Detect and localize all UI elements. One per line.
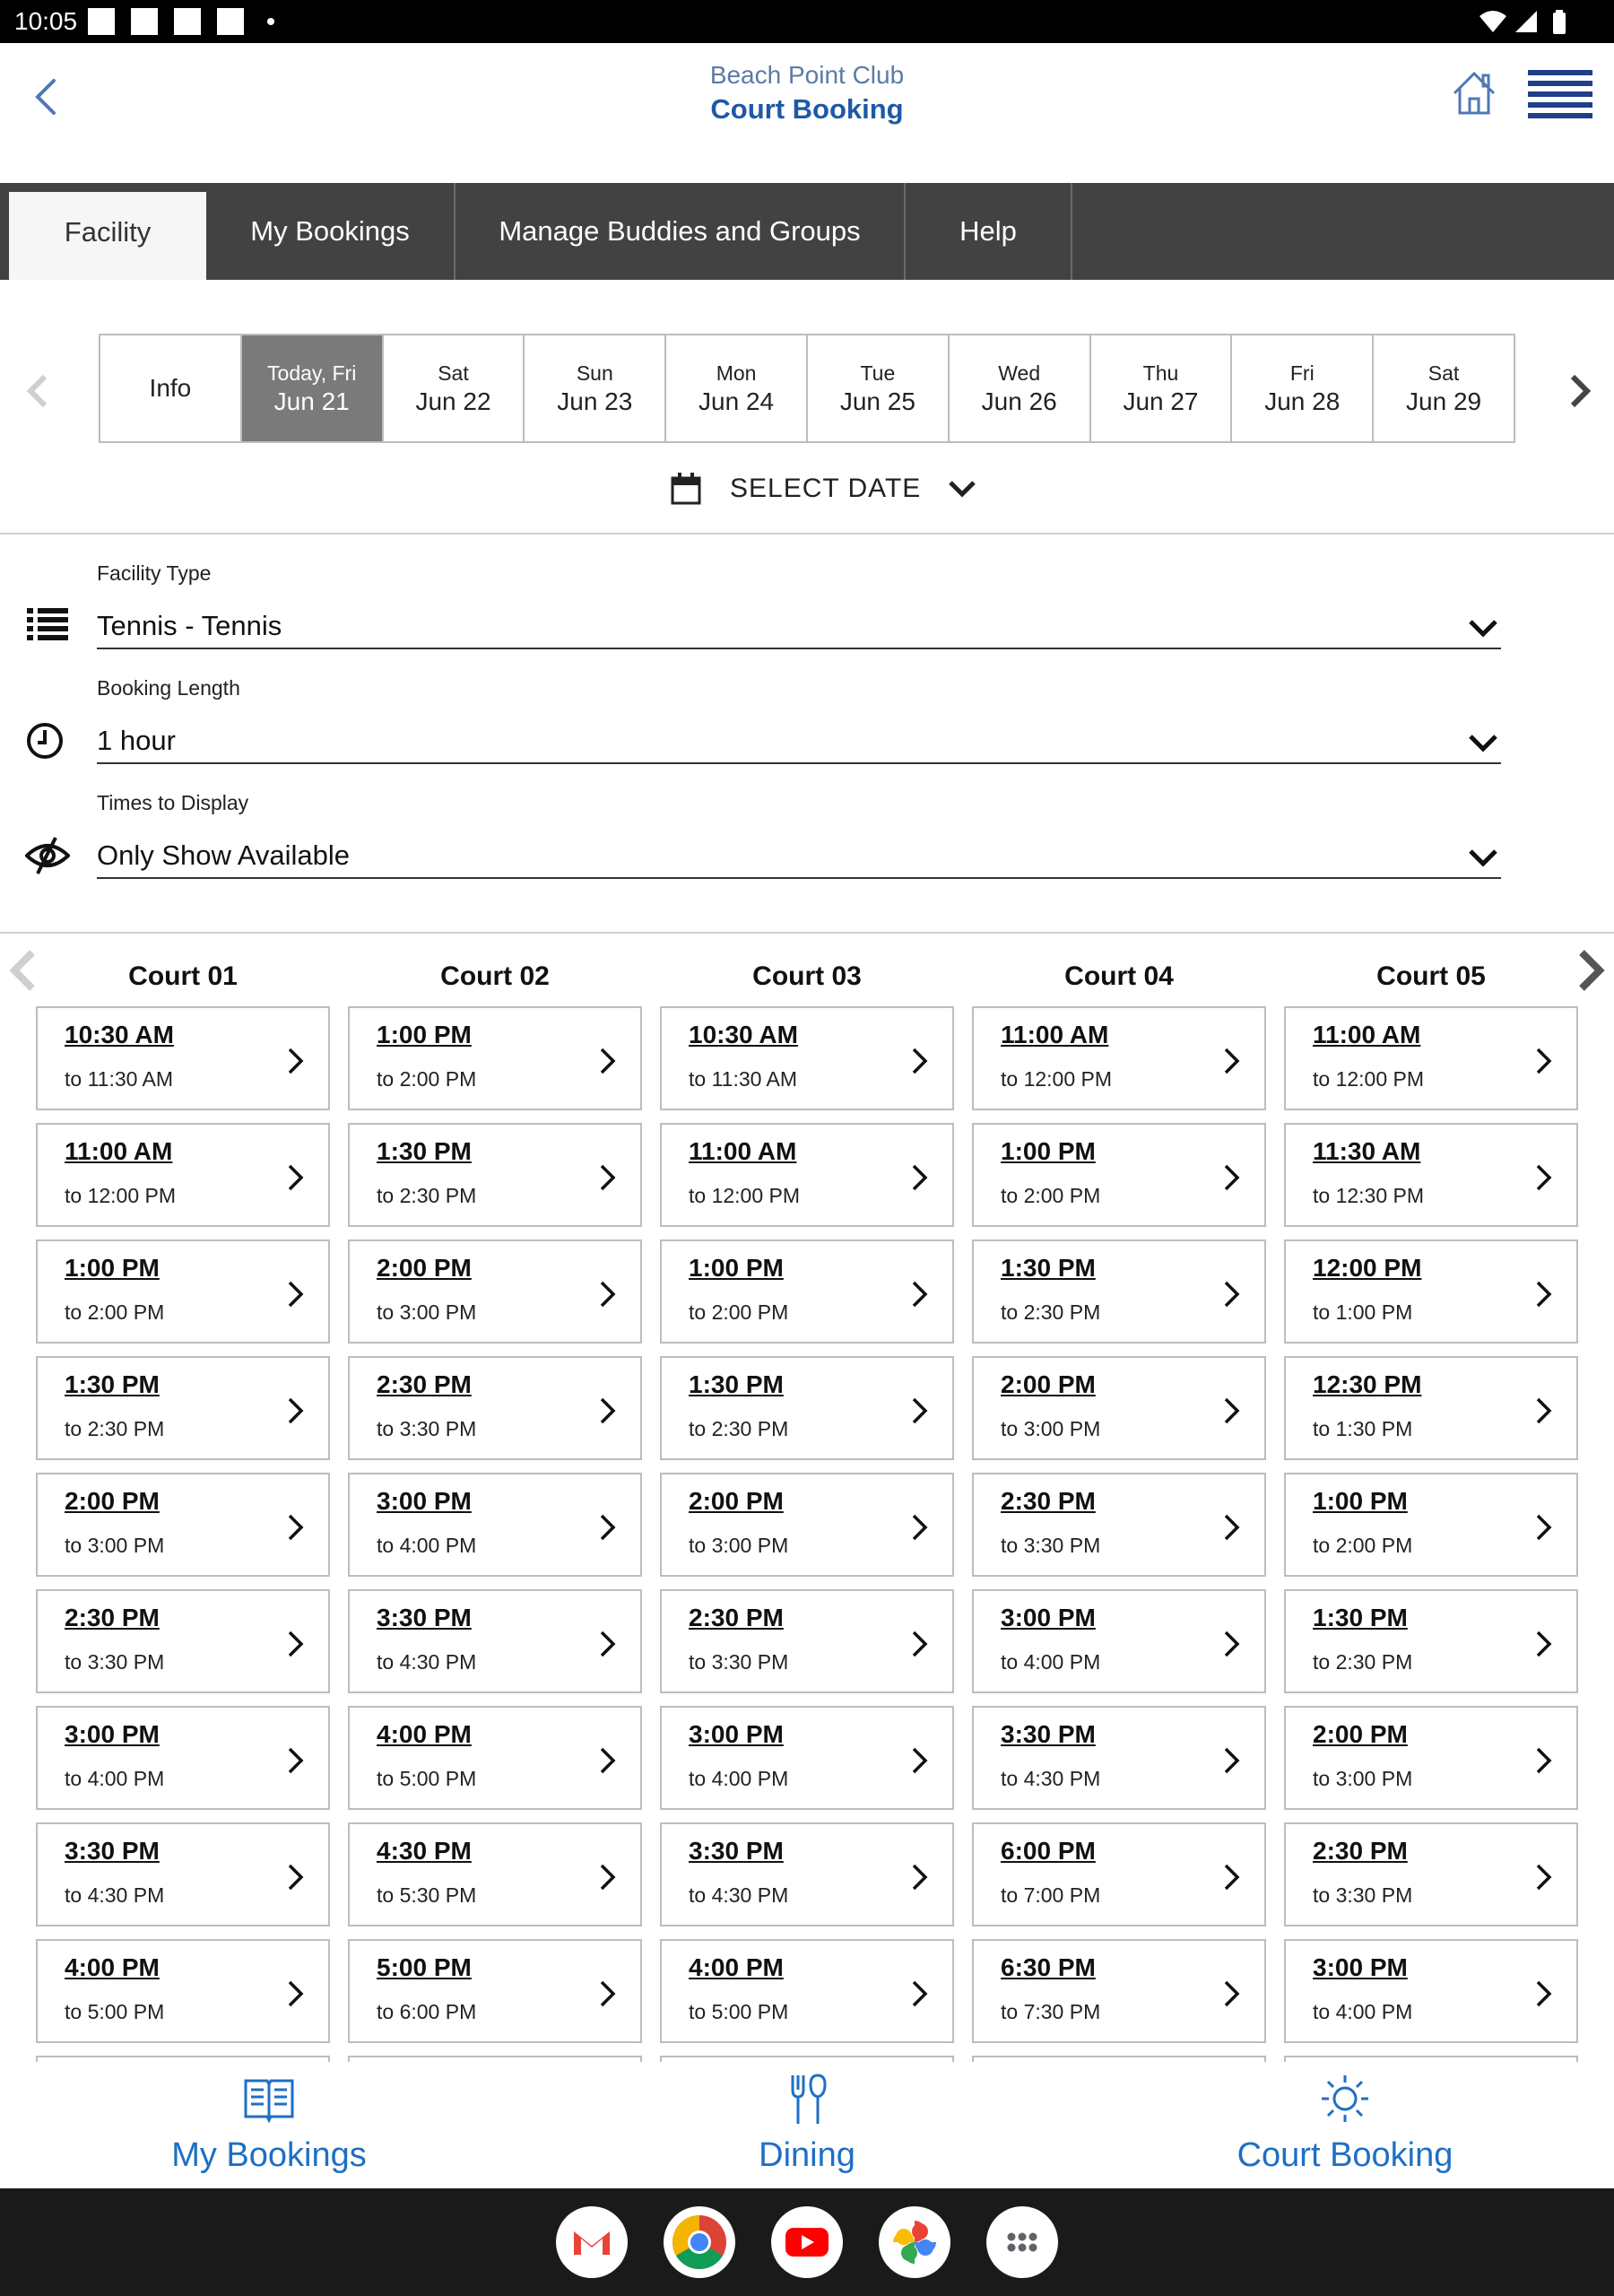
court-header: Court 03 — [752, 961, 862, 991]
slot-end-time: to 7:30 PM — [1001, 2000, 1101, 2023]
date-day: Jun 28 — [1264, 387, 1341, 415]
slot-end-time: to 2:30 PM — [1313, 1650, 1413, 1674]
chevron-right-icon — [285, 1512, 307, 1543]
chevron-right-icon — [1533, 1046, 1555, 1076]
gmail-icon[interactable] — [556, 2206, 628, 2278]
slot-end-time: to 1:30 PM — [1313, 1417, 1413, 1440]
date-dow: Tue — [860, 361, 896, 385]
slot-start-time: 6:00 PM — [1001, 1837, 1096, 1865]
chevron-right-icon — [597, 1162, 619, 1193]
time-slot[interactable] — [36, 2056, 330, 2062]
slot-start-time: 5:00 PM — [377, 1953, 472, 1981]
chevron-right-icon — [1221, 1745, 1243, 1776]
time-slot[interactable] — [36, 1589, 330, 1693]
slot-start-time: 1:30 PM — [689, 1370, 784, 1398]
slot-end-time: to 2:00 PM — [377, 1067, 477, 1091]
chevron-right-icon — [909, 1862, 931, 1892]
slot-start-time: 10:30 AM — [689, 1021, 798, 1048]
slot-start-time: 1:00 PM — [1313, 1487, 1408, 1515]
slot-end-time: to 11:30 AM — [65, 1067, 174, 1091]
slot-end-time: to 4:00 PM — [1001, 1650, 1101, 1674]
slot-end-time: to 5:00 PM — [65, 2000, 165, 2023]
slot-end-time: to 12:00 PM — [1313, 1067, 1425, 1091]
time-slot[interactable] — [36, 1123, 330, 1227]
chevron-right-icon — [597, 1745, 619, 1776]
date-day: Jun 21 — [273, 387, 350, 415]
date-day: Jun 25 — [839, 387, 915, 415]
time-slot[interactable] — [36, 1706, 330, 1810]
chevron-right-icon — [1533, 1162, 1555, 1193]
time-slot[interactable] — [348, 1822, 642, 1926]
date-dow: Today, Fri — [267, 361, 357, 385]
facility-type-select[interactable] — [97, 604, 1501, 649]
chevron-down-icon — [1467, 847, 1499, 868]
slot-end-time: to 3:30 PM — [689, 1650, 789, 1674]
time-slot[interactable] — [348, 1239, 642, 1344]
time-slot[interactable] — [36, 1239, 330, 1344]
time-slot[interactable] — [1284, 1589, 1578, 1693]
chevron-right-icon — [1221, 1396, 1243, 1426]
slot-start-time: 3:00 PM — [1001, 1604, 1096, 1631]
slot-start-time: 2:00 PM — [377, 1254, 472, 1282]
date-cell[interactable] — [1232, 335, 1374, 441]
facility-type-value: Tennis - Tennis — [97, 610, 282, 641]
slot-start-time: 1:00 PM — [1001, 1137, 1096, 1165]
home-icon[interactable] — [1447, 66, 1501, 120]
slot-start-time: 1:30 PM — [1001, 1254, 1096, 1282]
time-slot[interactable] — [972, 1006, 1266, 1110]
date-dow: Sat — [1427, 361, 1460, 385]
date-dow: Thu — [1142, 361, 1179, 385]
chevron-right-icon — [597, 1979, 619, 2009]
youtube-icon[interactable] — [771, 2206, 843, 2278]
slot-start-time: 2:30 PM — [1001, 1487, 1096, 1515]
slot-end-time: to 4:30 PM — [377, 1650, 477, 1674]
slot-start-time: 2:00 PM — [1313, 1720, 1408, 1748]
time-slot[interactable] — [972, 2056, 1266, 2062]
slot-end-time: to 2:30 PM — [377, 1184, 477, 1207]
slot-end-time: to 1:00 PM — [1313, 1300, 1413, 1324]
slot-end-time: to 3:30 PM — [377, 1417, 477, 1440]
date-dow: Sat — [438, 361, 469, 385]
time-slot[interactable] — [36, 1006, 330, 1110]
slot-end-time: to 5:00 PM — [377, 1767, 477, 1790]
clock-icon — [25, 719, 70, 764]
list-icon — [25, 603, 70, 648]
slot-start-time: 3:00 PM — [65, 1720, 160, 1748]
date-dow: Mon — [716, 361, 757, 385]
time-slot[interactable] — [1284, 1356, 1578, 1460]
chevron-right-icon — [285, 1745, 307, 1776]
slot-start-time: 3:00 PM — [689, 1720, 784, 1748]
chevron-right-icon — [285, 1162, 307, 1193]
chevron-right-icon — [1221, 1046, 1243, 1076]
time-slot[interactable] — [660, 1589, 954, 1693]
time-slot[interactable] — [660, 1356, 954, 1460]
chevron-right-icon — [597, 1046, 619, 1076]
slot-start-time: 10:30 AM — [65, 1021, 174, 1048]
chevron-right-icon — [909, 1745, 931, 1776]
slot-start-time: 1:30 PM — [377, 1137, 472, 1165]
facility-type-label: Facility Type — [97, 561, 212, 585]
date-day: Jun 24 — [699, 387, 775, 415]
time-slot[interactable] — [1284, 1239, 1578, 1344]
chevron-right-icon — [285, 1862, 307, 1892]
chevron-right-icon — [1221, 1512, 1243, 1543]
chevron-right-icon — [1221, 1162, 1243, 1193]
date-next-icon[interactable] — [1562, 366, 1598, 416]
slot-start-time: 1:00 PM — [377, 1021, 472, 1048]
slot-end-time: to 12:30 PM — [1313, 1184, 1425, 1207]
time-slot[interactable] — [348, 1356, 642, 1460]
slot-end-time: to 2:00 PM — [1001, 1184, 1101, 1207]
date-day: Jun 23 — [557, 387, 633, 415]
chevron-right-icon — [1533, 1862, 1555, 1892]
time-slot[interactable] — [660, 1706, 954, 1810]
chevron-right-icon — [1533, 1979, 1555, 2009]
court-column — [660, 954, 954, 2062]
slot-end-time: to 12:00 PM — [65, 1184, 177, 1207]
booking-length-select[interactable] — [97, 719, 1501, 764]
photos-icon[interactable] — [879, 2206, 950, 2278]
divider — [0, 533, 1614, 535]
time-slot[interactable] — [660, 2056, 954, 2062]
slot-end-time: to 12:00 PM — [689, 1184, 801, 1207]
slot-end-time: to 7:00 PM — [1001, 1883, 1101, 1907]
tab-facility[interactable]: Facility — [9, 192, 206, 280]
slot-start-time: 2:30 PM — [377, 1370, 472, 1398]
date-day: Jun 29 — [1406, 387, 1482, 415]
battery-icon — [1553, 13, 1566, 34]
time-slot[interactable] — [1284, 1473, 1578, 1577]
time-slot[interactable] — [972, 1356, 1266, 1460]
slot-start-time: 11:00 AM — [1313, 1021, 1421, 1048]
court-header: Court 01 — [128, 961, 238, 991]
slot-end-time: to 3:30 PM — [65, 1650, 165, 1674]
slot-start-time: 11:00 AM — [65, 1137, 173, 1165]
slot-end-time: to 3:30 PM — [1313, 1883, 1413, 1907]
slot-start-time: 3:00 PM — [377, 1487, 472, 1515]
court-header: Court 04 — [1064, 961, 1174, 991]
chevron-right-icon — [597, 1512, 619, 1543]
chevron-right-icon — [285, 1396, 307, 1426]
chevron-right-icon — [285, 1979, 307, 2009]
time-slot[interactable] — [972, 1822, 1266, 1926]
slot-start-time: 1:30 PM — [65, 1370, 160, 1398]
date-cell[interactable] — [808, 335, 950, 441]
time-slot[interactable] — [660, 1473, 954, 1577]
time-slot[interactable] — [1284, 1822, 1578, 1926]
slot-start-time: 2:00 PM — [689, 1487, 784, 1515]
fork-knife-icon — [780, 2072, 834, 2126]
date-cell[interactable] — [525, 335, 666, 441]
chevron-right-icon — [909, 1046, 931, 1076]
nav-dining[interactable] — [628, 2063, 986, 2188]
slot-end-time: to 3:00 PM — [65, 1534, 165, 1557]
slot-end-time: to 4:00 PM — [1313, 2000, 1413, 2023]
slot-start-time: 11:00 AM — [689, 1137, 797, 1165]
divider — [0, 932, 1614, 934]
system-dock — [0, 2188, 1614, 2296]
chevron-right-icon — [597, 1396, 619, 1426]
chevron-right-icon — [1533, 1396, 1555, 1426]
slot-end-time: to 2:30 PM — [1001, 1300, 1101, 1324]
slot-end-time: to 4:30 PM — [1001, 1767, 1101, 1790]
slot-start-time: 11:30 AM — [1313, 1137, 1421, 1165]
slot-start-time: 4:00 PM — [65, 1953, 160, 1981]
signal-icon — [1515, 11, 1537, 32]
slot-start-time: 2:30 PM — [65, 1604, 160, 1631]
bottom-navigation — [0, 2063, 1614, 2188]
select-date-label: SELECT DATE — [730, 474, 922, 503]
slot-start-time: 3:30 PM — [65, 1837, 160, 1865]
slot-end-time: to 2:00 PM — [1313, 1534, 1413, 1557]
slot-end-time: to 4:00 PM — [65, 1767, 165, 1790]
slot-end-time: to 5:30 PM — [377, 1883, 477, 1907]
time-slot[interactable] — [660, 1123, 954, 1227]
chevron-down-icon — [1467, 732, 1499, 753]
times-to-display-label: Times to Display — [97, 791, 249, 814]
slot-start-time: 3:30 PM — [689, 1837, 784, 1865]
court-header: Court 02 — [440, 961, 550, 991]
time-slot[interactable] — [36, 1822, 330, 1926]
date-day: Jun 27 — [1123, 387, 1199, 415]
slot-end-time: to 4:30 PM — [689, 1883, 789, 1907]
slot-end-time: to 2:00 PM — [689, 1300, 789, 1324]
time-slot[interactable] — [972, 1706, 1266, 1810]
chevron-right-icon — [909, 1629, 931, 1659]
menu-icon[interactable] — [1528, 70, 1592, 120]
time-slot[interactable] — [36, 1356, 330, 1460]
court-header: Court 05 — [1376, 961, 1486, 991]
slot-start-time: 2:30 PM — [1313, 1837, 1408, 1865]
app-header — [0, 43, 1614, 183]
chevron-down-icon — [1467, 617, 1499, 639]
chevron-right-icon — [597, 1862, 619, 1892]
time-slot[interactable] — [972, 1939, 1266, 2043]
time-slot[interactable] — [1284, 1706, 1578, 1810]
date-cell-selected[interactable] — [242, 335, 384, 441]
slot-end-time: to 3:30 PM — [1001, 1534, 1101, 1557]
status-bar — [0, 0, 1614, 43]
chrome-icon[interactable] — [664, 2206, 735, 2278]
booking-length-label: Booking Length — [97, 676, 240, 700]
time-slot[interactable] — [348, 1473, 642, 1577]
slot-start-time: 4:00 PM — [689, 1953, 784, 1981]
date-day: Jun 26 — [981, 387, 1057, 415]
slot-start-time: 12:00 PM — [1313, 1254, 1422, 1282]
slot-start-time: 2:00 PM — [1001, 1370, 1096, 1398]
date-cell[interactable] — [1374, 335, 1514, 441]
time-slot[interactable] — [972, 1239, 1266, 1344]
time-slot[interactable] — [348, 1006, 642, 1110]
info-button[interactable]: Info — [100, 335, 242, 441]
date-prev-icon[interactable] — [20, 366, 56, 416]
chevron-right-icon — [285, 1629, 307, 1659]
time-slot[interactable] — [348, 1589, 642, 1693]
chevron-right-icon — [1533, 1512, 1555, 1543]
time-slot[interactable] — [348, 1123, 642, 1227]
slot-end-time: to 5:00 PM — [689, 2000, 789, 2023]
slot-end-time: to 11:30 AM — [689, 1067, 798, 1091]
date-cell[interactable] — [1091, 335, 1233, 441]
slot-start-time: 2:30 PM — [689, 1604, 784, 1631]
slot-start-time: 6:30 PM — [1001, 1953, 1096, 1981]
time-slot[interactable] — [1284, 1123, 1578, 1227]
chevron-right-icon — [1221, 1279, 1243, 1309]
date-strip — [99, 334, 1515, 443]
times-to-display-select[interactable] — [97, 834, 1501, 879]
slot-start-time: 2:00 PM — [65, 1487, 160, 1515]
slot-end-time: to 2:30 PM — [65, 1417, 165, 1440]
chevron-right-icon — [1533, 1745, 1555, 1776]
nav-label: Dining — [759, 2136, 855, 2174]
slot-end-time: to 3:00 PM — [1313, 1767, 1413, 1790]
time-slot[interactable] — [348, 1706, 642, 1810]
slot-end-time: to 4:30 PM — [65, 1883, 165, 1907]
system-status-icons — [1478, 9, 1576, 36]
time-slot[interactable] — [972, 1473, 1266, 1577]
notification-icon — [131, 8, 158, 35]
time-slot[interactable] — [660, 1822, 954, 1926]
chevron-down-icon — [948, 479, 976, 499]
slot-start-time: 4:30 PM — [377, 1837, 472, 1865]
tab-bar — [0, 183, 1614, 280]
notification-icon — [88, 8, 115, 35]
slot-start-time: 1:30 PM — [1313, 1604, 1408, 1631]
page-title: Court Booking — [710, 93, 904, 125]
date-cell[interactable] — [950, 335, 1091, 441]
more-notifications-icon — [267, 18, 274, 25]
chevron-right-icon — [1533, 1629, 1555, 1659]
date-dow: Sun — [576, 361, 613, 385]
slot-start-time: 3:30 PM — [1001, 1720, 1096, 1748]
slot-end-time: to 12:00 PM — [1001, 1067, 1113, 1091]
chevron-right-icon — [909, 1162, 931, 1193]
eye-off-icon — [25, 834, 70, 879]
wifi-icon — [1480, 11, 1506, 32]
date-cell[interactable] — [384, 335, 525, 441]
slot-end-time: to 3:00 PM — [377, 1300, 477, 1324]
chevron-right-icon — [909, 1512, 931, 1543]
tab-help[interactable]: Help — [906, 183, 1072, 280]
app-drawer-icon[interactable] — [986, 2206, 1058, 2278]
slot-start-time: 4:00 PM — [377, 1720, 472, 1748]
slot-start-time: 3:30 PM — [377, 1604, 472, 1631]
booking-length-value: 1 hour — [97, 725, 176, 756]
date-cell[interactable] — [666, 335, 808, 441]
notification-icon — [217, 8, 244, 35]
tab-my-bookings[interactable]: My Bookings — [206, 183, 456, 280]
book-icon — [242, 2072, 296, 2126]
time-slot[interactable] — [348, 1939, 642, 2043]
nav-my-bookings[interactable] — [90, 2063, 448, 2188]
slot-end-time: to 6:00 PM — [377, 2000, 477, 2023]
court-availability-grid — [36, 954, 1578, 2062]
sun-icon — [1318, 2072, 1372, 2126]
chevron-right-icon — [597, 1629, 619, 1659]
time-slot[interactable] — [660, 1239, 954, 1344]
time-slot[interactable] — [660, 1006, 954, 1110]
slot-end-time: to 2:00 PM — [65, 1300, 165, 1324]
calendar-icon — [671, 473, 701, 505]
slot-end-time: to 3:00 PM — [1001, 1417, 1101, 1440]
date-day: Jun 22 — [415, 387, 491, 415]
slot-start-time: 11:00 AM — [1001, 1021, 1109, 1048]
court-column — [972, 954, 1266, 2062]
time-slot[interactable] — [972, 1589, 1266, 1693]
select-date-button[interactable] — [671, 466, 976, 511]
court-column — [348, 954, 642, 2062]
tab-manage-buddies[interactable]: Manage Buddies and Groups — [456, 183, 906, 280]
slot-start-time: 1:00 PM — [689, 1254, 784, 1282]
time-slot[interactable] — [1284, 1939, 1578, 2043]
slot-start-time: 12:30 PM — [1313, 1370, 1422, 1398]
status-time: 10:05 — [14, 7, 78, 35]
chevron-right-icon — [909, 1396, 931, 1426]
slot-start-time: 1:00 PM — [65, 1254, 160, 1282]
slot-end-time: to 3:00 PM — [689, 1534, 789, 1557]
time-slot[interactable] — [972, 1123, 1266, 1227]
time-slot[interactable] — [1284, 2056, 1578, 2062]
chevron-right-icon — [1221, 1629, 1243, 1659]
times-to-display-value: Only Show Available — [97, 839, 351, 871]
time-slot[interactable] — [36, 1473, 330, 1577]
chevron-right-icon — [597, 1279, 619, 1309]
date-dow: Fri — [1289, 361, 1315, 385]
slot-start-time: 3:00 PM — [1313, 1953, 1408, 1981]
time-slot[interactable] — [36, 1939, 330, 2043]
slot-end-time: to 4:00 PM — [689, 1767, 789, 1790]
nav-court-booking[interactable] — [1166, 2063, 1524, 2188]
chevron-right-icon — [1221, 1862, 1243, 1892]
court-next-icon[interactable] — [1573, 945, 1609, 996]
time-slot[interactable] — [348, 2056, 642, 2062]
chevron-right-icon — [1533, 1279, 1555, 1309]
date-dow: Wed — [998, 361, 1041, 385]
court-column — [1284, 954, 1578, 2062]
nav-label: Court Booking — [1237, 2136, 1453, 2174]
club-name: Beach Point Club — [709, 61, 905, 89]
nav-label: My Bookings — [171, 2136, 367, 2174]
chevron-right-icon — [1221, 1979, 1243, 2009]
chevron-right-icon — [285, 1046, 307, 1076]
chevron-right-icon — [909, 1979, 931, 2009]
time-slot[interactable] — [1284, 1006, 1578, 1110]
chevron-right-icon — [285, 1279, 307, 1309]
slot-end-time: to 2:30 PM — [689, 1417, 789, 1440]
court-column — [36, 954, 330, 2062]
chevron-right-icon — [909, 1279, 931, 1309]
time-slot[interactable] — [660, 1939, 954, 2043]
notification-icon — [174, 8, 201, 35]
slot-end-time: to 4:00 PM — [377, 1534, 477, 1557]
